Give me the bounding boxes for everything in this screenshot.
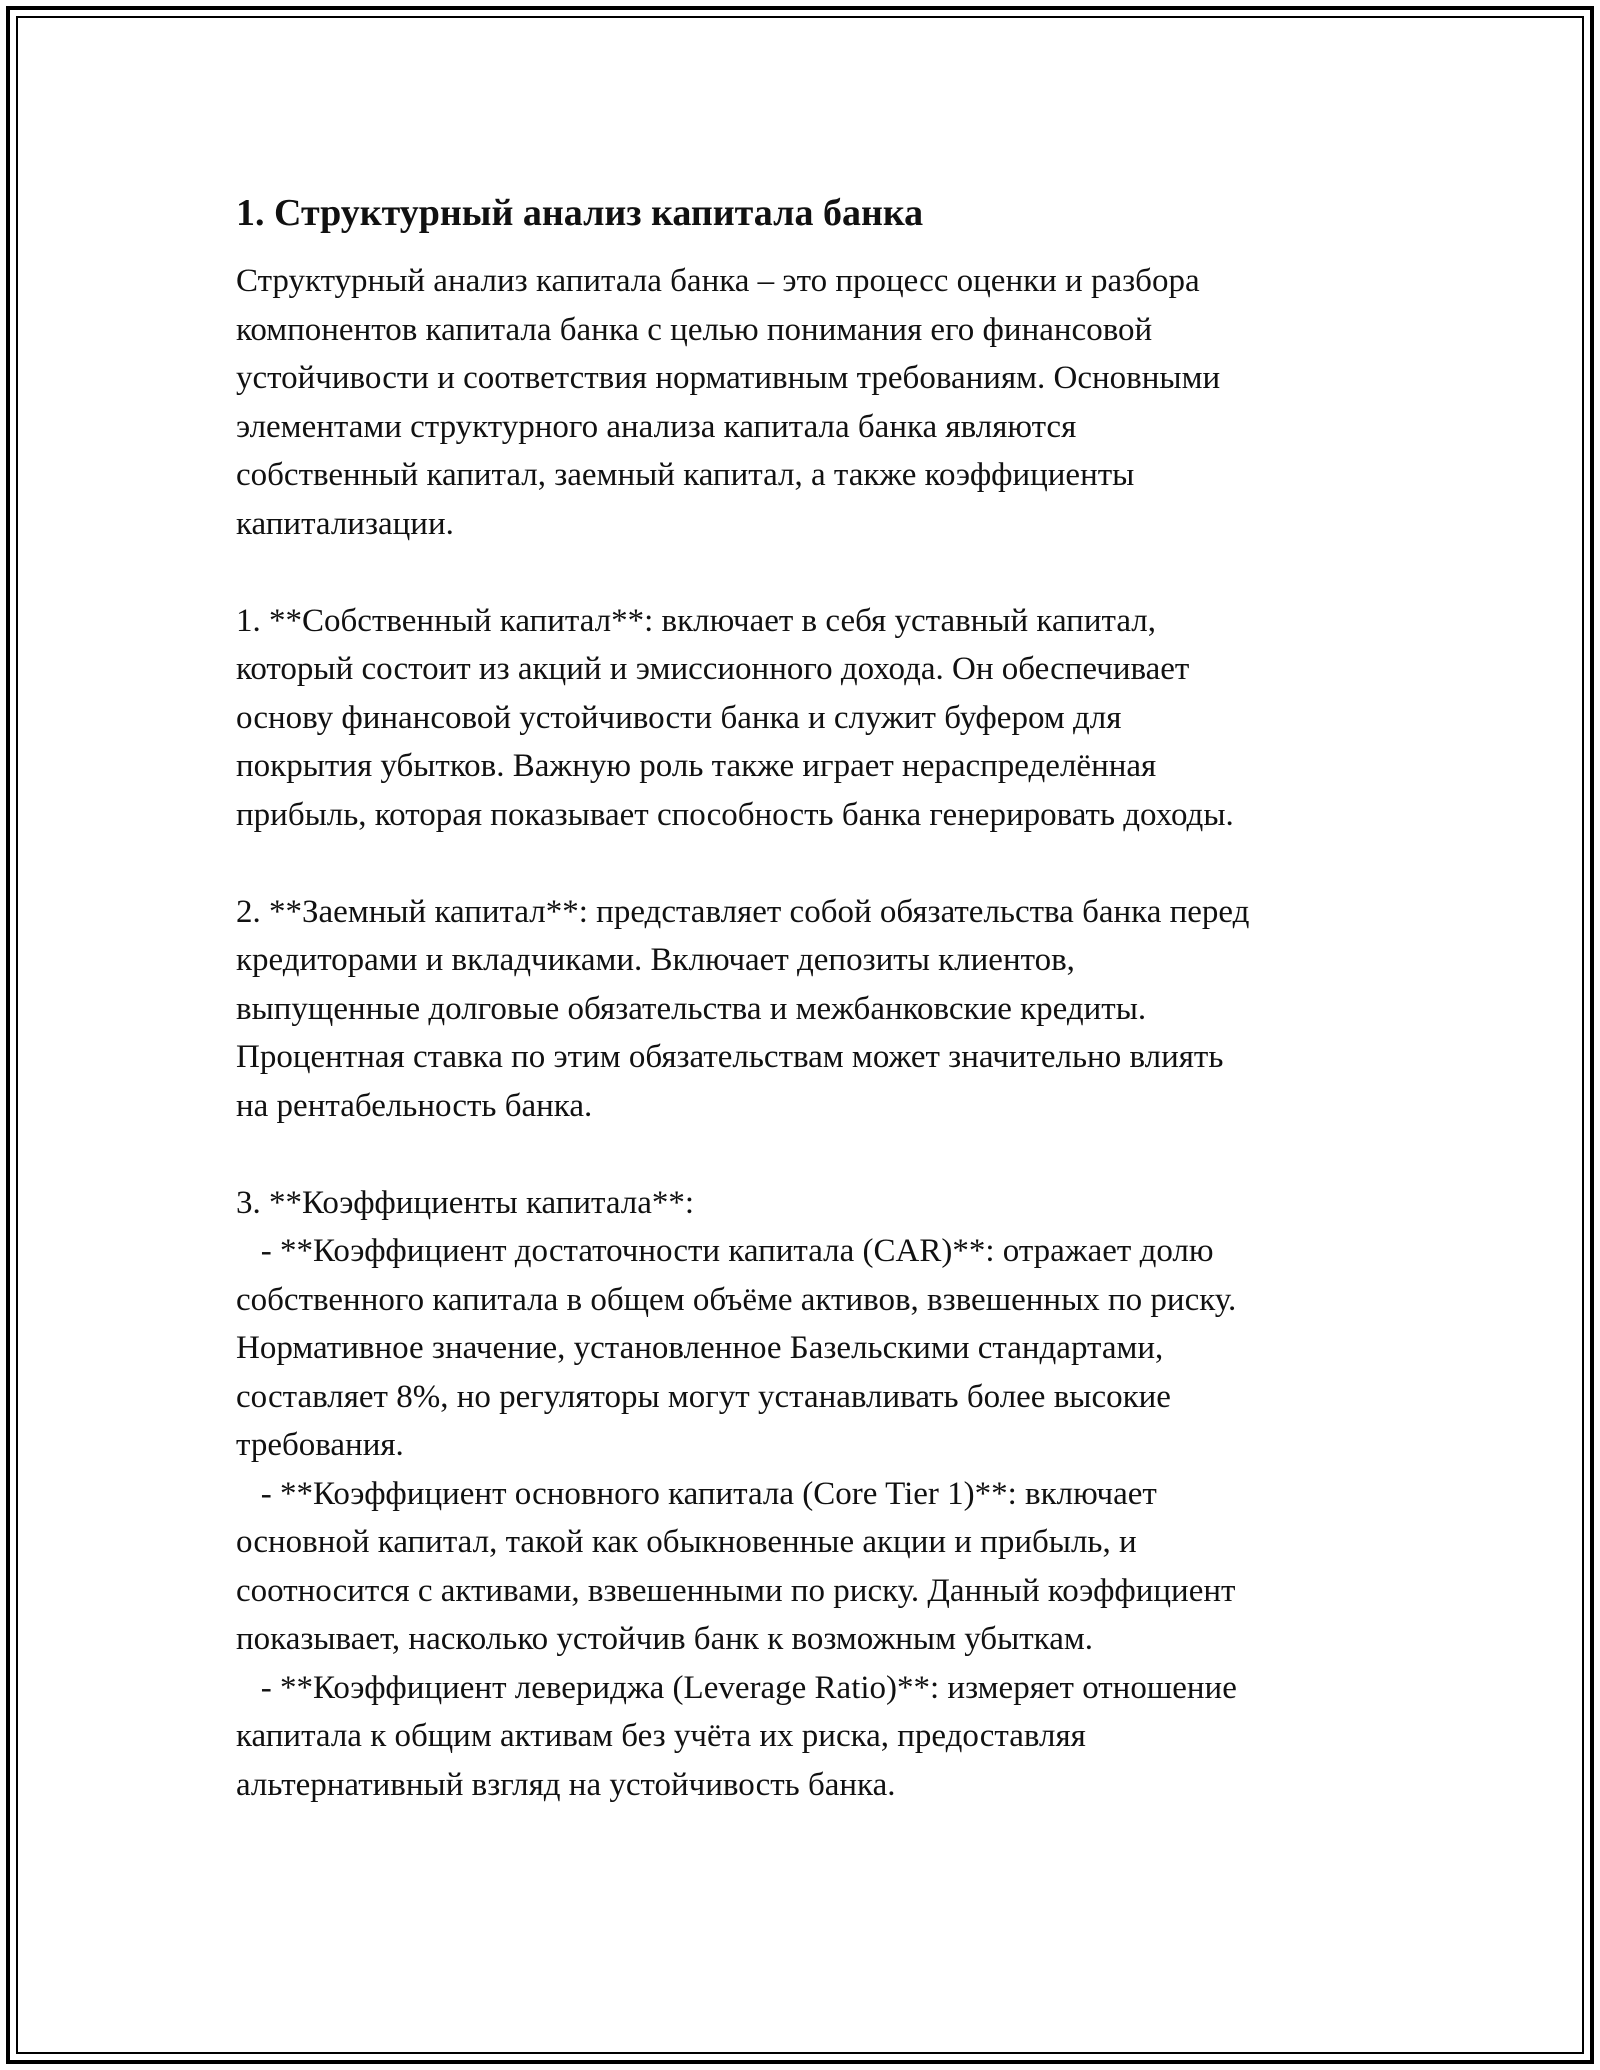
text-line: элементами структурного анализа капитала банка являются [236,408,1077,445]
list-item-borrowed-capital [236,888,1386,1131]
text-line: показывает, насколько устойчив банк к возможным убыткам. [236,1621,1093,1657]
section-heading: 1. Структурный анализ капитала банка [236,192,924,234]
text-line: Процентная ставка по этим обязательствам может значительно влиять [236,1039,1224,1075]
text-line: альтернативный взгляд на устойчивость банка. [236,1766,896,1803]
text-line: кредиторами и вкладчиками. Включает депозиты клиентов, [236,942,1075,978]
intro-paragraph [236,257,1386,548]
text-line: соотносится с активами, взвешенными по риску. Данный коэффициент [236,1572,1236,1609]
text-line: основу финансовой устойчивости банка и служит буфером для [236,699,1122,736]
text-line: капитала к общим активам без учёта их риска, предоставляя [236,1718,1086,1754]
text-line: капитализации. [236,505,454,542]
text-line: Структурный анализ капитала банка – это процесс оценки и разбора [236,263,1200,299]
list-item-own-capital [236,597,1386,840]
text-line: собственный капитал, заемный капитал, а также коэффициенты [236,457,1135,493]
text-line: выпущенные долговые обязательства и межбанковские кредиты. [236,990,1147,1027]
paragraph-gap [236,1130,1386,1179]
text-line: требования. [236,1427,404,1463]
text-line: покрытия убытков. Важную роль также играет нераспределённая [236,748,1157,784]
text-line: 1. **Собственный капитал**: включает в себя уставный капитал, [236,602,1156,639]
text-line: составляет 8%, но регуляторы могут устанавливать более высокие [236,1378,1171,1415]
text-line: 2. **Заемный капитал**: представляет собой обязательства банка перед [236,893,1250,930]
text-line: собственного капитала в общем объёме активов, взвешенных по риску. [236,1281,1237,1318]
text-line: на рентабельность банка. [236,1087,593,1124]
list-item-capital-ratios [236,1179,1386,1810]
text-line: компонентов капитала банка с целью понимания его финансовой [236,311,1153,348]
text-line: прибыль, которая показывает способность банка генерировать доходы. [236,796,1234,833]
text-line: устойчивости и соответствия нормативным требованиям. Основными [236,360,1221,396]
text-line: основной капитал, такой как обыкновенные акции и прибыль, и [236,1524,1137,1560]
text-line: - **Коэффициент достаточности капитала (CAR)**: отражает долю [236,1233,1214,1269]
document-body [236,187,1386,1809]
text-line: Нормативное значение, установленное Базельскими стандартами, [236,1330,1164,1366]
text-line: - **Коэффициент основного капитала (Core Tier 1)**: включает [236,1475,1157,1512]
text-line: - **Коэффициент левериджа (Leverage Ratio)**: измеряет отношение [236,1669,1237,1706]
text-line: 3. **Коэффициенты капитала**: [236,1184,695,1221]
text-line: который состоит из акций и эмиссионного дохода. Он обеспечивает [236,651,1190,687]
paragraph-gap [236,839,1386,888]
paragraph-gap [236,548,1386,597]
